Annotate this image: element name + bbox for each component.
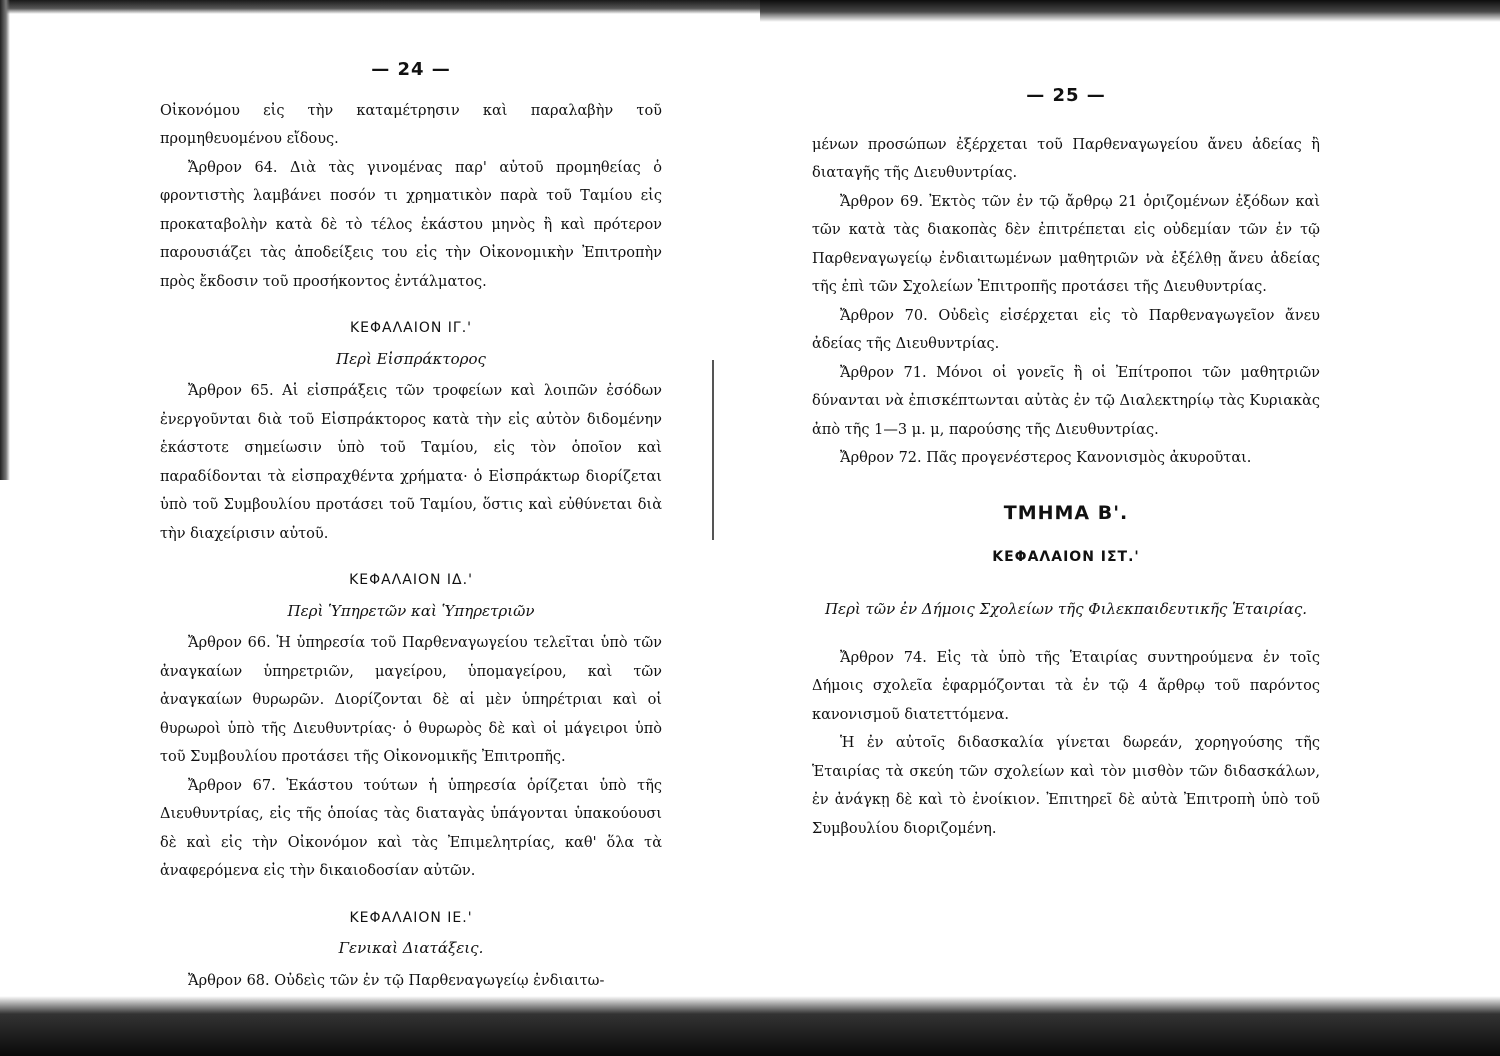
section-heading: ΤΜΗΜΑ Β'. [1003, 501, 1129, 524]
scan-edge-left [0, 0, 10, 480]
article-67: Ἄρθρον 67. Ἑκάστου τούτων ἡ ὑπηρεσία ὁρίζεται ὑπὸ τῆς Διευθυντρίας, εἰς τῆς ὁποίας τὰς διαταγὰς ὑπάγονται ὑπακούουσι δὲ καὶ εἰς τὴν Οἰκονόμον καὶ τὰς Ἐπιμελητρίας, καθ' ὅλα τὰ ἀναφερόμενα εἰς τὴν δικαιοδοσίαν αὐτῶν. [160, 777, 662, 879]
article-74: Ἄρθρον 74. Εἰς τὰ ὑπὸ τῆς Ἑταιρίας συντηρούμενα ἐν τοῖς Δήμοις σχολεῖα ἐφαρμόζονται τὰ ἐν τῷ 4 ἄρθρῳ τοῦ παρόντος κανονισμοῦ διατεττόμενα. [812, 649, 1320, 723]
article-69: Ἄρθρον 69. Ἐκτὸς τῶν ἐν τῷ ἄρθρῳ 21 ὁριζομένων ἐξόδων καὶ τῶν κατὰ τὰς διακοπὰς δὲν ἐπιτρέπεται εἰς οὐδεμίαν τῶν ἐν τῷ Παρθεναγωγείῳ ἐνδιαιτωμένων μαθητριῶν νὰ ἐξέλθῃ ἄνευ ἀδείας τῆς ἐπὶ τῶν Σχολείων Ἐπιτροπῆς προτάσει τῆς Διευθυντρίας. [812, 193, 1320, 295]
article-71: Ἄρθρον 71. Μόνοι οἱ γονεῖς ἢ οἱ Ἐπίτροποι τῶν μαθητριῶν δύνανται νὰ ἐπισκέπτωνται αὐτὰς ἐν τῷ Διαλεκτηρίῳ τὰς Κυριακὰς ἀπὸ τῆς 1—3 μ. μ, παρούσης τῆς Διευθυντρίας. [812, 364, 1320, 438]
paragraph-continuation-right: μένων προσώπων ἐξέρχεται τοῦ Παρθεναγωγείου ἄνευ ἀδείας ἢ διαταγῆς τῆς Διευθυντρίας. [812, 136, 1320, 181]
book-gutter [712, 360, 714, 540]
left-page [160, 0, 662, 995]
article-70: Ἄρθρον 70. Οὐδεὶς εἰσέρχεται εἰς τὸ Παρθεναγωγεῖον ἄνευ ἀδείας τῆς Διευθυντρίας. [812, 307, 1320, 352]
article-68: Ἄρθρον 68. Οὐδεὶς τῶν ἐν τῷ Παρθεναγωγείῳ ἐνδιαιτω- [188, 972, 605, 989]
chapter-heading-15: ΚΕΦΑΛΑΙΟΝ ΙΕ.' [349, 909, 473, 926]
page-number-left: — 24 — [371, 59, 451, 80]
article-64: Ἄρθρον 64. Διὰ τὰς γινομένας παρ' αὐτοῦ προμηθείας ὁ φροντιστὴς λαμβάνει ποσόν τι χρηματικὸν παρὰ τοῦ Ταμίου εἰς προκαταβολὴν κατὰ δὲ τὸ τέλος ἑκάστου μηνὸς ἢ καὶ πρότερον παρουσιάζει τὰς ἀποδείξεις του εἰς τὴν Οἰκονομικὴν Ἐπιτροπὴν πρὸς ἔκδοσιν τοῦ προσήκοντος ἐντάλματος. [160, 159, 662, 290]
article-65: Ἄρθρον 65. Αἱ εἰσπράξεις τῶν τροφείων καὶ λοιπῶν ἐσόδων ἐνεργοῦνται διὰ τοῦ Εἰσπράκτορος κατὰ τὴν εἰς αὐτὸν διδομένην ἑκάστοτε σημείωσιν ὑπὸ τοῦ Ταμίου, εἰς τὸν ὁποῖον καὶ παραδίδονται τὰ εἰσπραχθέντα χρήματα· ὁ Εἰσπράκτωρ διορίζεται ὑπὸ τοῦ Συμβουλίου προτάσει τοῦ Ταμίου, ὅστις καὶ εὐθύνεται διὰ τὴν διαχείρισιν αὐτοῦ. [160, 383, 662, 542]
paragraph-continuation: Οἰκονόμου εἰς τὴν καταμέτρησιν καὶ παραλαβὴν τοῦ προμηθευομένου εἴδους. [160, 102, 662, 147]
chapter-heading-13: ΚΕΦΑΛΑΙΟΝ ΙΓ.' [349, 320, 473, 336]
chapter-heading-14: ΚΕΦΑΛΑΙΟΝ ΙΔ.' [349, 572, 473, 588]
scan-edge-bottom [0, 996, 1500, 1056]
chapter-subtitle-15: Γενικαὶ Διατάξεις. [338, 939, 484, 957]
right-page [812, 0, 1320, 843]
chapter-subtitle-13: Περὶ Εἰσπράκτορος [336, 349, 486, 368]
paragraph-teaching: Ἡ ἐν αὐτοῖς διδασκαλία γίνεται δωρεάν, χορηγούσης τῆς Ἑταιρίας τὰ σκεύη τῶν σχολείων καὶ τὸν μισθὸν τῶν διδασκάλων, ἐν ἀνάγκῃ δὲ καὶ τὸ ἐνοίκιον. Ἐπιτηρεῖ δὲ αὐτὰ Ἐπιτροπὴ ὑπὸ τοῦ Συμβουλίου διοριζομένη. [812, 735, 1320, 837]
page-number-right: — 25 — [1026, 85, 1106, 106]
chapter-subtitle-16: Περὶ τῶν ἐν Δήμοις Σχολείων τῆς Φιλεκπαιδευτικῆς Ἑταιρίας. [824, 599, 1308, 618]
article-72: Ἄρθρον 72. Πᾶς προγενέστερος Κανονισμὸς ἀκυροῦται. [840, 450, 1252, 466]
article-66: Ἄρθρον 66. Ἡ ὑπηρεσία τοῦ Παρθεναγωγείου τελεῖται ὑπὸ τῶν ἀναγκαίων ὑπηρετριῶν, μαγείρου, ὑπομαγείρου, καὶ τῶν ἀναγκαίων θυρωρῶν. Διορίζονται δὲ αἱ μὲν ὑπηρέτριαι καὶ οἱ θυρωροὶ ὑπὸ τῆς Διευθυντρίας· ὁ θυρωρὸς δὲ καὶ οἱ μάγειροι ὑπὸ τοῦ Συμβουλίου προτάσει τῆς Οἰκονομικῆς Ἐπιτροπῆς. [160, 635, 662, 765]
chapter-heading-16: ΚΕΦΑΛΑΙΟΝ ΙΣΤ.' [992, 549, 1140, 565]
chapter-subtitle-14: Περὶ Ὑπηρετῶν καὶ Ὑπηρετριῶν [287, 601, 535, 620]
